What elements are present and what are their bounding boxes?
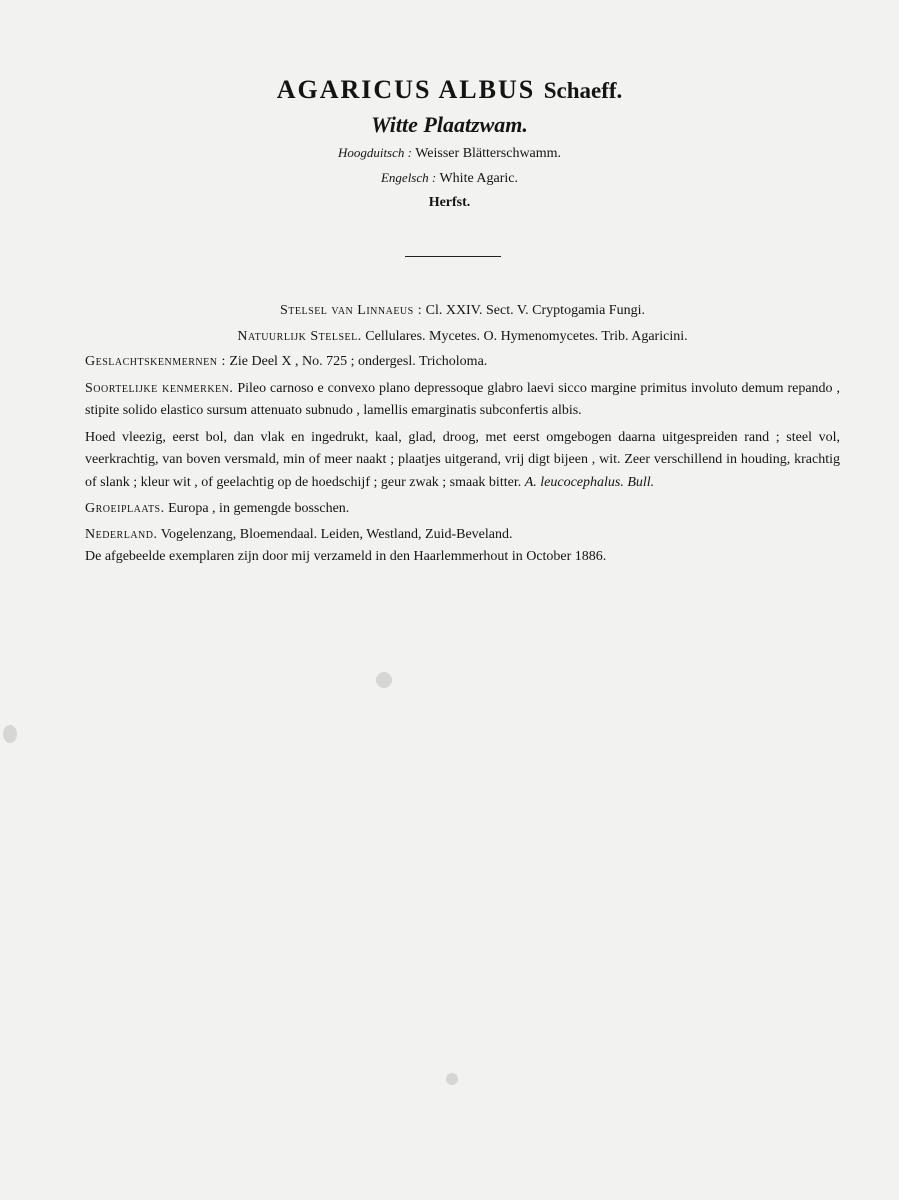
linnaeus-text: Cl. XXIV. Sect. V. Cryptogamia Fungi.	[425, 303, 645, 318]
natural-system-label: Natuurlijk Stelsel.	[237, 328, 362, 344]
netherlands-label: Nederland.	[85, 526, 158, 542]
paper-spot	[376, 672, 392, 688]
species-author: Schaeff.	[543, 78, 623, 103]
genus-text: Zie Deel X , No. 725 ; ondergesl. Tricholoma.	[229, 354, 488, 369]
dutch-common-name: Witte Plaatzwam.	[371, 112, 528, 137]
german-name: Weisser Blätterschwamm.	[415, 146, 562, 161]
species-characteristics-label: Soortelijke kenmerken.	[85, 380, 234, 396]
habitat-label: Groeiplaats.	[85, 501, 165, 516]
habitat-text: Europa , in gemengde bosschen.	[168, 501, 350, 516]
species-name: AGARICUS ALBUS	[276, 75, 536, 104]
divider-rule	[405, 256, 501, 257]
description-text: Hoed vleezig, eerst bol, dan vlak en ingedrukt, kaal, glad, droog, met eerst omgebogen daarna uitgespreiden rand ; steel vol, veerkrachtig, van boven versmald, min of meer naakt ; plaatjes uitgerand, vrij digt bijeen , wit. Zeer verschillend in houding, krachtig of slank ; kleur wit , of geelachtig op de hoedschijf ; geur zwak ; smaak bitter.	[85, 429, 840, 490]
paper-spot	[446, 1073, 458, 1085]
english-label: Engelsch :	[380, 170, 437, 185]
english-name: White Agaric.	[439, 171, 518, 186]
species-characteristics-text: Pileo carnoso e convexo plano depressoque glabro laevi sicco margine primitus involuto demum repando , stipite solido elastico sursum attenuato subnudo , lamellis emarginatis subconfertis albis.	[85, 380, 840, 418]
collection-note: De afgebeelde exemplaren zijn door mij verzameld in den Haarlemmerhout in October 1886.	[85, 549, 607, 564]
synonym: A. leucocephalus. Bull.	[524, 474, 655, 490]
linnaeus-line	[85, 300, 840, 323]
genus-label: Geslachtskenmernen :	[85, 354, 226, 369]
genus-line	[85, 351, 840, 374]
species-title	[0, 74, 899, 107]
natural-system-line	[85, 326, 840, 349]
german-name-line	[0, 141, 899, 166]
paper-spot	[3, 725, 17, 743]
description-body	[85, 300, 840, 569]
english-name-line	[0, 166, 899, 191]
header	[0, 74, 899, 215]
linnaeus-label: Stelsel van Linnaeus :	[280, 303, 423, 318]
habitat-line	[85, 498, 840, 521]
natural-system-text: Cellulares. Mycetes. O. Hymenomycetes. Trib. Agaricini.	[365, 328, 688, 344]
netherlands-line	[85, 524, 840, 547]
season: Herfst.	[428, 195, 471, 210]
dutch-description	[85, 427, 840, 495]
german-label: Hoogduitsch :	[337, 145, 412, 160]
netherlands-text: Vogelenzang, Bloemendaal. Leiden, Westland, Zuid-Beveland.	[160, 526, 513, 542]
species-characteristics	[85, 378, 840, 423]
